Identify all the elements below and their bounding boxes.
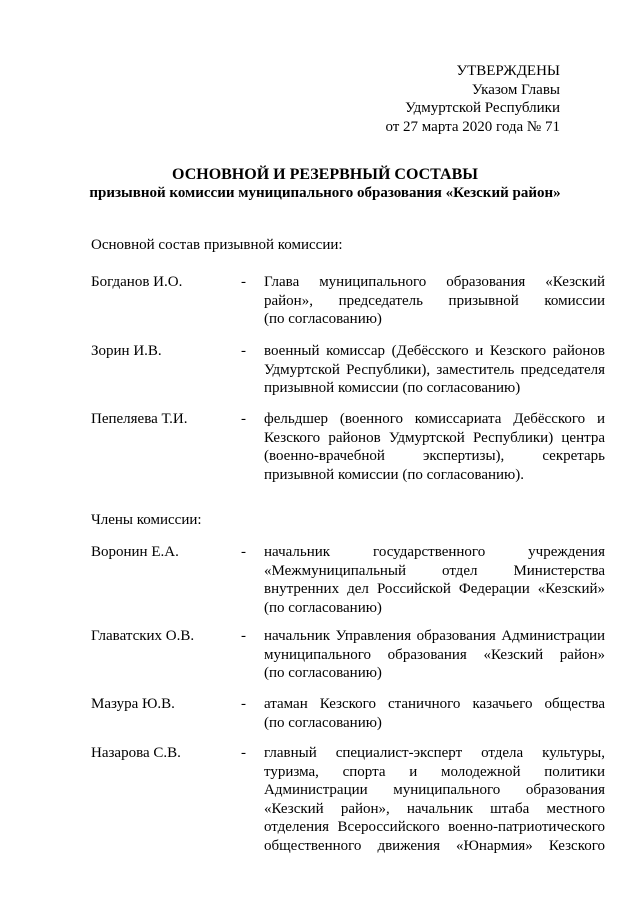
member-description: [264, 744, 605, 855]
member-dash: -: [241, 696, 246, 712]
description-line: (по согласованию): [264, 311, 382, 327]
description-line: (по согласованию): [264, 665, 382, 681]
description-line: «Кезский район», начальник штаба местного: [264, 800, 605, 817]
description-line: (по согласованию): [264, 599, 382, 616]
member-name: Мазура Ю.В.: [91, 696, 175, 712]
member-description: [264, 410, 605, 484]
member-dash: -: [241, 274, 246, 290]
member-dash: -: [241, 544, 246, 560]
description-line: начальник Управления образования Администрации: [264, 628, 605, 644]
description-line: призывной комиссии (по согласованию).: [264, 466, 524, 483]
member-description: [264, 695, 605, 732]
description-line: (военно-врачебной экспертизы), секретарь: [264, 448, 605, 464]
description-line: Кезского районов Удмуртской Республики) центра: [264, 429, 605, 446]
member-name: Главатских О.В.: [91, 628, 195, 644]
member-dash: -: [241, 745, 246, 761]
description-line: туризма, спорта и молодежной политики: [264, 763, 605, 780]
description-line: главный специалист-эксперт отдела культуры,: [264, 745, 605, 761]
title-main: ОСНОВНОЙ И РЕЗЕРВНЫЙ СОСТАВЫ: [172, 166, 478, 183]
member-description: [264, 627, 605, 683]
member-name: Зорин И.В.: [91, 343, 162, 359]
approved-line-4: от 27 марта 2020 года № 71: [385, 118, 560, 135]
member-name: Богданов И.О.: [91, 274, 183, 290]
approved-line-1: УТВЕРЖДЕНЫ: [456, 63, 560, 79]
description-line: отделения Всероссийского военно-патриотического: [264, 819, 605, 835]
member-name: Воронин Е.А.: [91, 544, 179, 560]
description-line: начальник государственного учреждения: [264, 544, 605, 560]
member-description: [264, 273, 605, 329]
approval-stamp: [360, 62, 560, 136]
approved-line-3: Удмуртской Республики: [405, 100, 560, 116]
members-section-label: Члены комиссии:: [91, 512, 202, 528]
description-line: атаман Кезского станичного казачьего общества: [264, 696, 605, 712]
description-line: Удмуртской Республики), заместитель председателя: [264, 361, 605, 378]
description-line: внутренних дел Российской Федерации «Кезский»: [264, 581, 605, 597]
document-title: [60, 166, 590, 202]
member-description: [264, 342, 605, 398]
description-line: «Межмуниципальный отдел Министерства: [264, 562, 605, 579]
title-sub: призывной комиссии муниципального образования «Кезский район»: [89, 185, 561, 201]
description-line: фельдшер (военного комиссариата Дебёсского и: [264, 411, 605, 427]
member-description: [264, 543, 605, 617]
description-line: военный комиссар (Дебёсского и Кезского районов: [264, 343, 605, 359]
member-dash: -: [241, 628, 246, 644]
description-line: общественного движения «Юнармия» Кезского: [264, 837, 605, 854]
description-line: (по согласованию): [264, 714, 382, 731]
member-dash: -: [241, 411, 246, 427]
description-line: район», председатель призывной комиссии: [264, 292, 605, 309]
member-name: Пепеляева Т.И.: [91, 411, 188, 427]
description-line: призывной комиссии (по согласованию): [264, 380, 521, 396]
description-line: Администрации муниципального образования: [264, 782, 605, 798]
description-line: Глава муниципального образования «Кезский: [264, 274, 605, 290]
approved-line-2: Указом Главы: [471, 81, 560, 98]
member-name: Назарова С.В.: [91, 745, 181, 761]
description-line: муниципального образования «Кезский район»: [264, 646, 605, 663]
member-dash: -: [241, 343, 246, 359]
main-section-label: Основной состав призывной комиссии:: [91, 237, 343, 253]
